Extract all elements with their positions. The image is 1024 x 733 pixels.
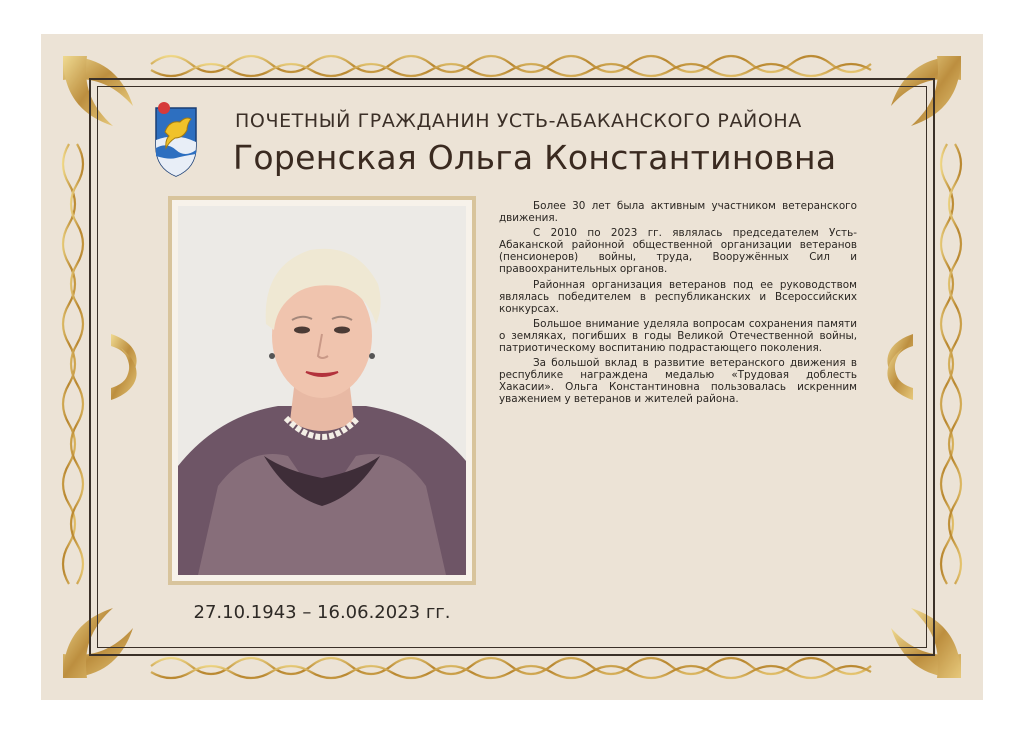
portrait-photo bbox=[178, 206, 466, 575]
honorary-citizen-title: ПОЧЕТНЫЙ ГРАЖДАНИН УСТЬ-АБАКАНСКОГО РАЙОНА bbox=[235, 110, 802, 132]
portrait-frame bbox=[168, 196, 476, 585]
biography-text bbox=[499, 200, 857, 409]
memorial-plaque bbox=[41, 34, 983, 700]
bio-paragraph: Большое внимание уделяла вопросам сохранения памяти о земляках, погибших в годы Великой Отечественной войны, патриотическому воспитанию подрастающего поколения. bbox=[499, 317, 857, 355]
life-dates: 27.10.1943 – 16.06.2023 гг. bbox=[193, 602, 451, 623]
bio-paragraph: Более 30 лет была активным участником ветеранского движения. bbox=[499, 200, 857, 225]
bio-paragraph: За большой вклад в развитие ветеранского движения в республике награждена медалью «Трудовая доблесть Хакасии». Ольга Константиновна пользовалась искренним уважением у ветеранов и жителей района. bbox=[499, 357, 857, 406]
person-name: Горенская Ольга Константиновна bbox=[233, 138, 837, 177]
portrait-illustration bbox=[178, 206, 466, 575]
coat-of-arms-horse-icon bbox=[153, 102, 199, 178]
bio-paragraph: С 2010 по 2023 гг. являлась председателем Усть-Абаканской районной общественной организации ветеранов (пенсионеров) войны, труда, Вооружённых Сил и правоохранительных органов. bbox=[499, 227, 857, 276]
bio-paragraph: Районная организация ветеранов под ее руководством являлась победителем в республиканских и Всероссийских конкурсах. bbox=[499, 278, 857, 315]
